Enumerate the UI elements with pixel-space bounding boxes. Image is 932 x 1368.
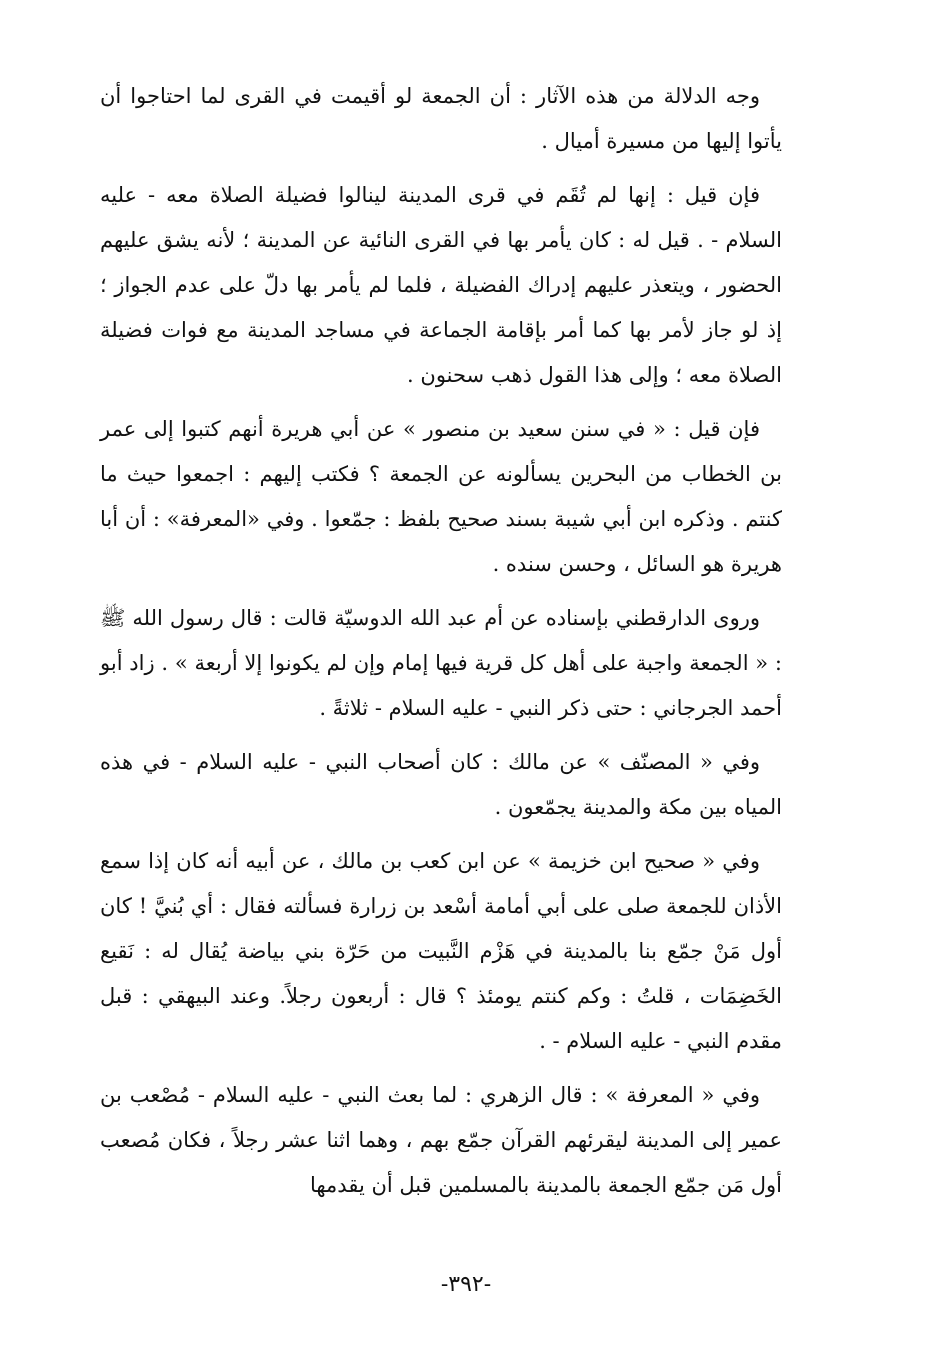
paragraph-1: وجه الدلالة من هذه الآثار : أن الجمعة لو أقيمت في القرى لما احتاجوا أن يأتوا إليها من مسيرة أميال .: [100, 84, 782, 153]
paragraph-4: وروى الدارقطني بإسناده عن أم عبد الله الدوسيّة قالت : قال رسول الله ﷺ : « الجمعة واجبة على أهل كل قرية فيها إمام وإن لم يكونوا إلا أربعة » . زاد أبو أحمد الجرجاني : حتى ذكر النبي - عليه السلام - ثلاثةً .: [100, 606, 782, 720]
paragraph-6: وفي « صحيح ابن خزيمة » عن ابن كعب بن مالك ، عن أبيه أنه كان إذا سمع الأذان للجمعة صلى على أبي أمامة أسْعد بن زرارة فسألته فقال : أي بُنيَّ ! كان أول مَنْ جمّع بنا بالمدينة في هَزْم النَّبيت من حَرّة بني بياضة يُقال له : نَقيع الخَضِمَات ، قلتُ : وكم كنتم يومئذ ؟ قال : أربعون رجلاً. وعند البيهقي : قبل مقدم النبي - عليه السلام - .: [100, 849, 782, 1053]
paragraph-3: فإن قيل : « في سنن سعيد بن منصور » عن أبي هريرة أنهم كتبوا إلى عمر بن الخطاب من البحرين يسألونه عن الجمعة ؟ فكتب إليهم : اجمعوا حيث ما كنتم . وذكره ابن أبي شيبة بسند صحيح بلفظ : جمّعوا . وفي «المعرفة» : أن أبا هريرة هو السائل ، وحسن سنده .: [100, 417, 782, 576]
paragraph-2: فإن قيل : إنها لم تُقَم في قرى المدينة لينالوا فضيلة الصلاة معه - عليه السلام - . قيل له : كان يأمر بها في القرى النائية عن المدينة ؛ لأنه يشق عليهم الحضور ، ويتعذر عليهم إدراك الفضيلة ، فلما لم يأمر بها دلّ على عدم الجواز ؛ إذ لو جاز لأمر بها كما أمر بإقامة الجماعة في مساجد المدينة مع فوات فضيلة الصلاة معه ؛ وإلى هذا القول ذهب سحنون .: [100, 183, 782, 387]
page-number: -٣٩٢-: [440, 1272, 492, 1297]
paragraph-7: وفي « المعرفة » : قال الزهري : لما بعث النبي - عليه السلام - مُصْعب بن عمير إلى المدينة ليقرئهم القرآن جمّع بهم ، وهما اثنا عشر رجلاً ، فكان مُصعب أول مَن جمّع الجمعة بالمدينة بالمسلمين قبل أن يقدمها: [100, 1083, 782, 1197]
body-text: [100, 74, 782, 1217]
paragraph-5: وفي « المصنّف » عن مالك : كان أصحاب النبي - عليه السلام - في هذه المياه بين مكة والمدينة يجمّعون .: [100, 750, 782, 819]
